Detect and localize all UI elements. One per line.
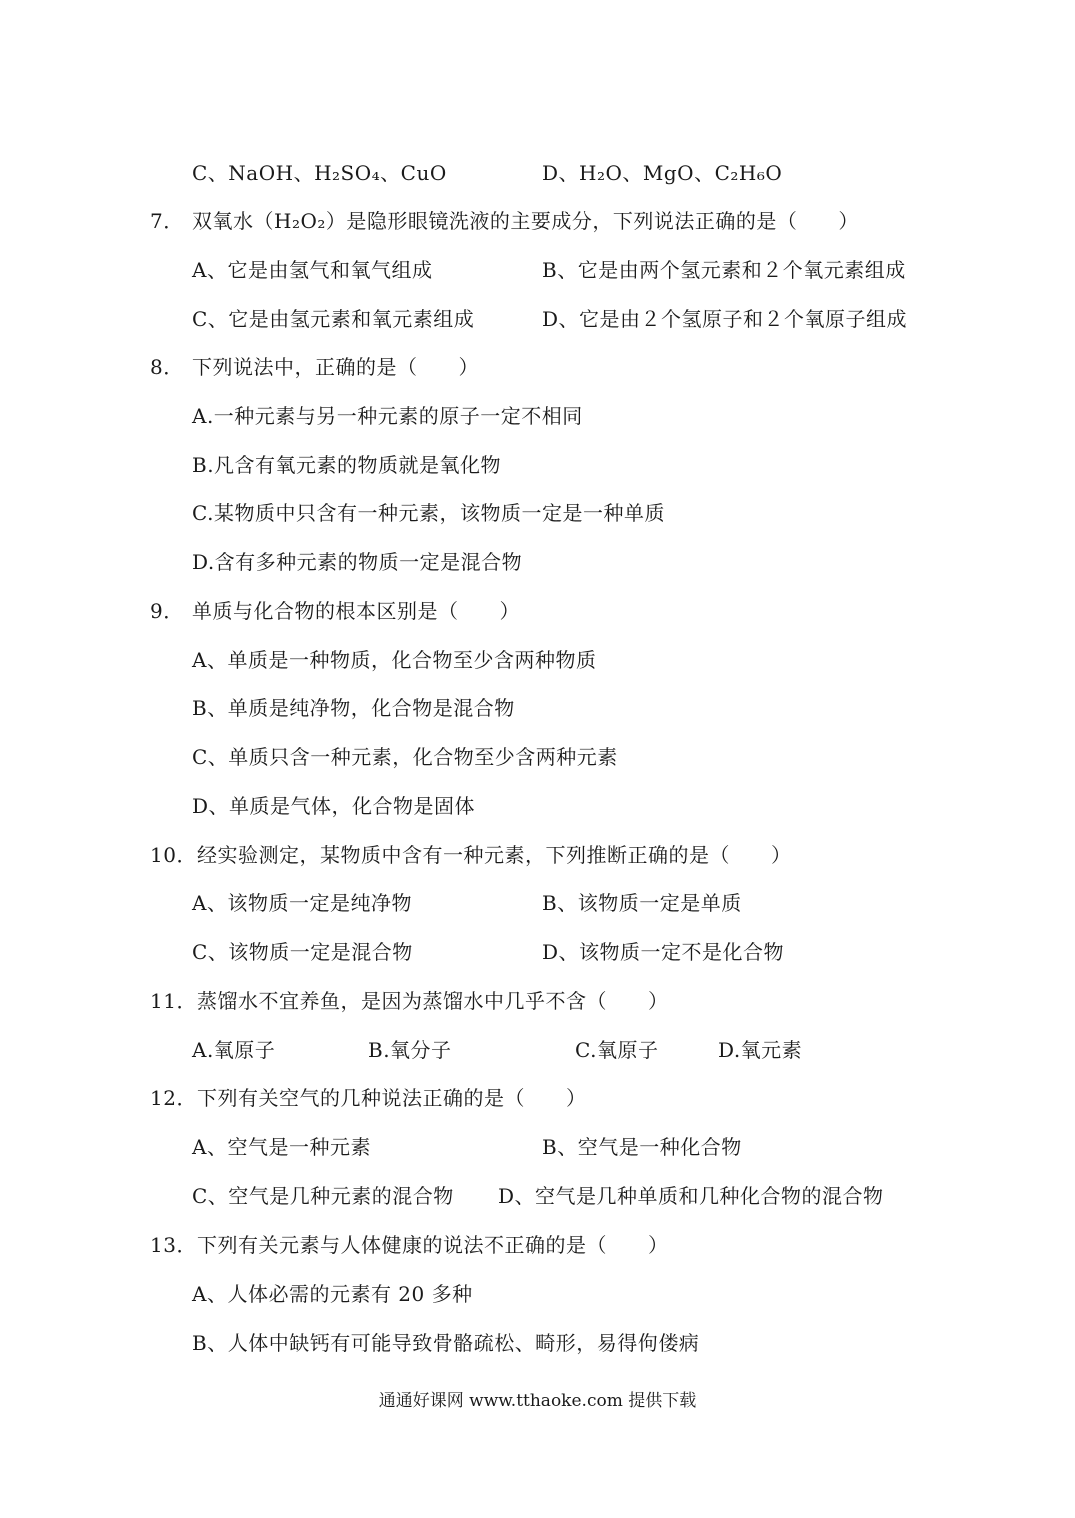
q12-stem: 下列有关空气的几种说法正确的是（ ） <box>196 1086 587 1110</box>
q10-option-b: B、该物质一定是单质 <box>542 891 742 915</box>
q8-stem-line <box>150 354 479 380</box>
q11-option-a: A.氧原子 <box>192 1038 276 1062</box>
q11-option-b: B.氧分子 <box>368 1038 452 1062</box>
q12-option-c: C、空气是几种元素的混合物 <box>192 1184 454 1208</box>
q12-option-b: B、空气是一种化合物 <box>542 1135 742 1159</box>
q7-stem-line <box>150 208 859 234</box>
q10-stem: 经实验测定，某物质中含有一种元素，下列推断正确的是（ ） <box>196 843 792 867</box>
q7-option-a: A、它是由氢气和氧气组成 <box>192 258 433 282</box>
page-footer: 通通好课网 www.tthaoke.com 提供下载 <box>378 1391 697 1411</box>
q13-option-a: A、人体必需的元素有 20 多种 <box>192 1282 473 1306</box>
q12-stem-line <box>150 1085 586 1111</box>
q9-number: 9． <box>150 599 184 623</box>
q8-option-a: A.一种元素与另一种元素的原子一定不相同 <box>192 404 583 428</box>
q10-option-a: A、该物质一定是纯净物 <box>192 891 412 915</box>
q13-stem-line <box>150 1232 668 1258</box>
q8-number: 8． <box>150 355 184 379</box>
q9-option-b: B、单质是纯净物，化合物是混合物 <box>192 696 515 720</box>
q6-option-c: C、NaOH、H₂SO₄、CuO <box>192 161 447 185</box>
q12-option-d: D、空气是几种单质和几种化合物的混合物 <box>498 1184 884 1208</box>
q9-option-c: C、单质只含一种元素，化合物至少含两种元素 <box>192 745 618 769</box>
q8-option-d: D.含有多种元素的物质一定是混合物 <box>192 550 523 574</box>
q11-stem-line <box>150 988 668 1014</box>
q8-option-b: B.凡含有氧元素的物质就是氧化物 <box>192 453 502 477</box>
q9-option-a: A、单质是一种物质，化合物至少含两种物质 <box>192 648 597 672</box>
q10-option-c: C、该物质一定是混合物 <box>192 940 413 964</box>
q7-option-c: C、它是由氢元素和氧元素组成 <box>192 307 475 331</box>
q12-option-a: A、空气是一种元素 <box>192 1135 371 1159</box>
q8-stem: 下列说法中，正确的是（ ） <box>192 355 479 379</box>
q8-option-c: C.某物质中只含有一种元素，该物质一定是一种单质 <box>192 501 665 525</box>
q7-stem: 双氧水（H₂O₂）是隐形眼镜洗液的主要成分，下列说法正确的是（ ） <box>192 209 859 233</box>
q9-stem-line <box>150 598 520 624</box>
q11-option-c: C.氧原子 <box>575 1038 659 1062</box>
q11-stem: 蒸馏水不宜养鱼，是因为蒸馏水中几乎不含（ ） <box>196 989 669 1013</box>
q7-option-b: B、它是由两个氢元素和２个氧元素组成 <box>542 258 906 282</box>
q11-number: 11． <box>150 989 197 1013</box>
q10-option-d: D、该物质一定不是化合物 <box>542 940 785 964</box>
q9-stem: 单质与化合物的根本区别是（ ） <box>192 599 520 623</box>
q10-number: 10． <box>150 843 197 867</box>
q6-option-d: D、H₂O、MgO、C₂H₆O <box>542 161 783 185</box>
q12-number: 12． <box>150 1086 197 1110</box>
q7-option-d: D、它是由２个氢原子和２个氧原子组成 <box>542 307 908 331</box>
q9-option-d: D、单质是气体，化合物是固体 <box>192 794 476 818</box>
q13-option-b: B、人体中缺钙有可能导致骨骼疏松、畸形，易得佝偻病 <box>192 1331 700 1355</box>
q11-option-d: D.氧元素 <box>718 1038 803 1062</box>
q10-stem-line <box>150 842 791 868</box>
q13-number: 13． <box>150 1233 197 1257</box>
q7-number: 7． <box>150 209 184 233</box>
q13-stem: 下列有关元素与人体健康的说法不正确的是（ ） <box>196 1233 669 1257</box>
